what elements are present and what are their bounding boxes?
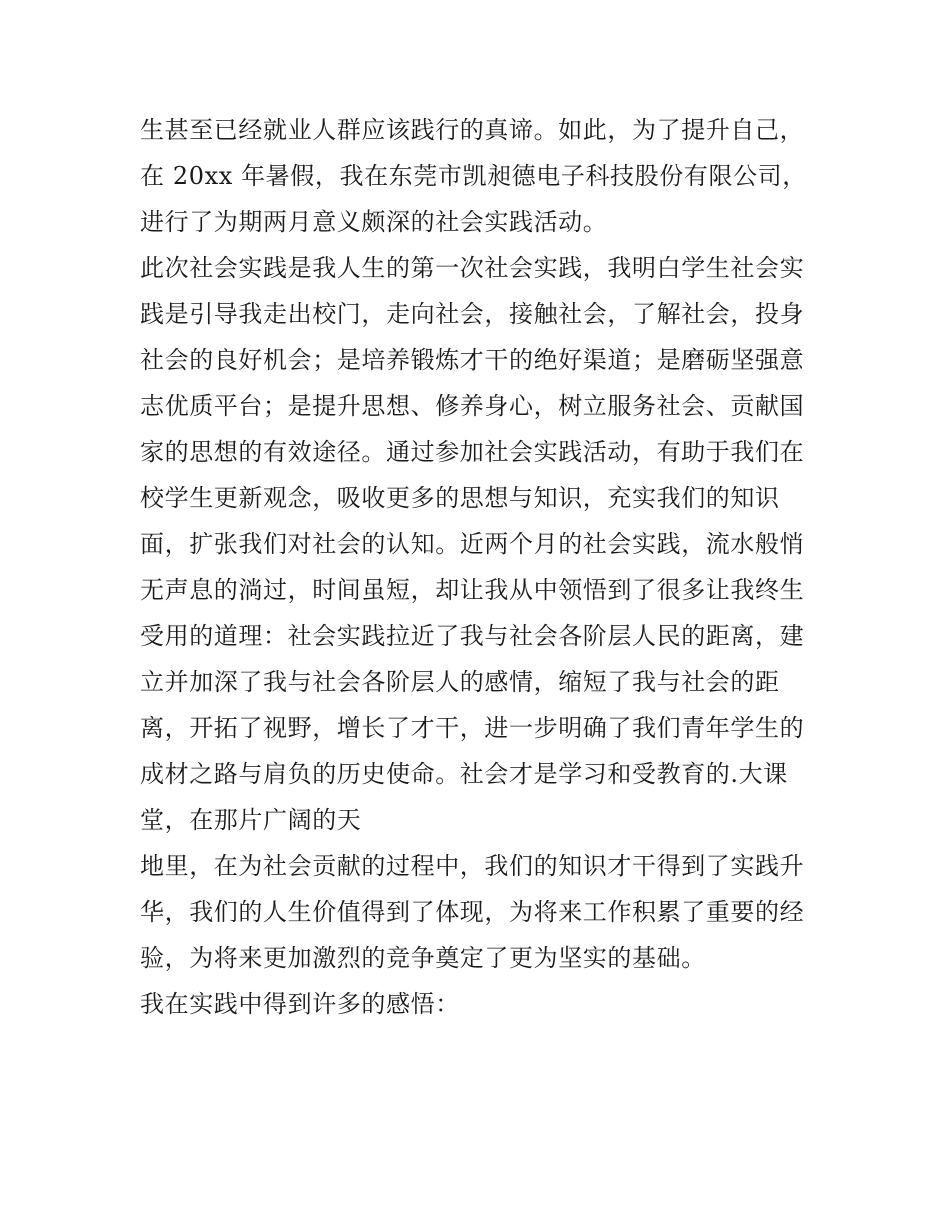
- text-line: 社会的良好机会；是培养锻炼才干的绝好渠道；是磨砺坚强意: [140, 346, 805, 374]
- text-line: 成材之路与肩负的历史使命。社会才是学习和受教育的.大课: [140, 760, 788, 788]
- text-line: 在 20xx 年暑假，我在东莞市凯昶德电子科技股份有限公司，: [140, 162, 807, 190]
- text-line: 无声息的淌过，时间虽短，却让我从中领悟到了很多让我终生: [140, 576, 805, 604]
- text-line: 此次社会实践是我人生的第一次社会实践，我明白学生社会实: [140, 254, 805, 282]
- text-line: 面，扩张我们对社会的认知。近两个月的社会实践，流水般悄: [140, 530, 805, 558]
- text-line: 校学生更新观念，吸收更多的思想与知识，充实我们的知识: [140, 484, 780, 512]
- text-line: 立并加深了我与社会各阶层人的感情，缩短了我与社会的距: [140, 668, 780, 696]
- text-line: 堂，在那片广阔的天: [140, 806, 362, 834]
- text-line: 华，我们的人生价值得到了体现，为将来工作积累了重要的经: [140, 898, 805, 926]
- text-line: 进行了为期两月意义颇深的社会实践活动。: [140, 208, 608, 236]
- body-text: [140, 107, 820, 1027]
- text-line: 离，开拓了视野，增长了才干，进一步明确了我们青年学生的: [140, 714, 805, 742]
- text-line: 家的思想的有效途径。通过参加社会实践活动，有助于我们在: [140, 438, 805, 466]
- text-line: 地里，在为社会贡献的过程中，我们的知识才干得到了实践升: [140, 852, 805, 880]
- text-line: 志优质平台；是提升思想、修养身心，树立服务社会、贡献国: [140, 392, 805, 420]
- text-line: 我在实践中得到许多的感悟：: [140, 990, 460, 1018]
- text-line: 践是引导我走出校门，走向社会，接触社会，了解社会，投身: [140, 300, 805, 328]
- text-line: 受用的道理：社会实践拉近了我与社会各阶层人民的距离，建: [140, 622, 805, 650]
- text-line: 生甚至已经就业人群应该践行的真谛。如此，为了提升自己，: [140, 116, 805, 144]
- text-line: 验，为将来更加激烈的竞争奠定了更为坚实的基础。: [140, 944, 706, 972]
